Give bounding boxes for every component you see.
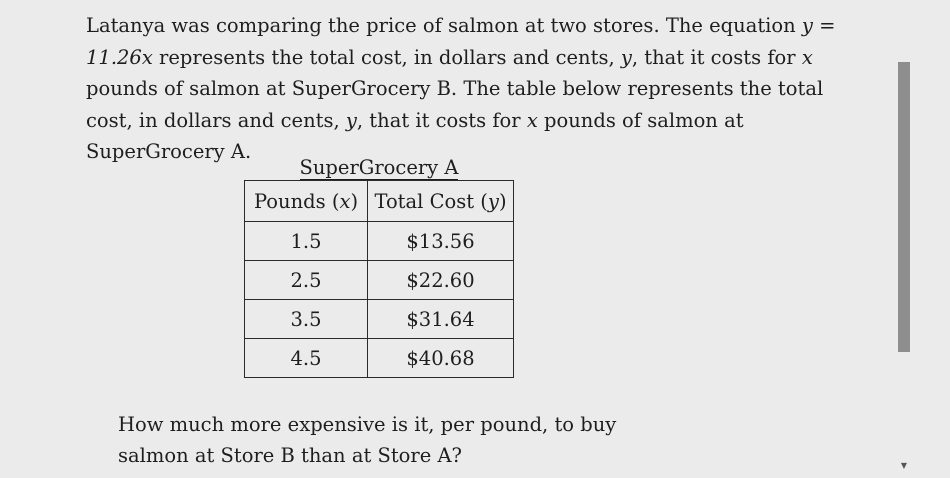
variable-x: x — [801, 45, 813, 69]
question: How much more expensive is it, per pound, to buy salmon at Store B than at Store A? — [118, 413, 617, 467]
problem-text-part: pounds of salmon at SuperGrocery B. The table below represents the total cost, in dollars and cents, — [86, 77, 824, 132]
cell-cost: $22.60 — [368, 261, 514, 300]
cell-pounds: 1.5 — [245, 222, 368, 261]
table-title-text: SuperGrocery A — [299, 156, 459, 179]
table-row — [245, 339, 514, 378]
problem-text-part: Latanya was comparing the price of salmon at two stores. The equation — [86, 14, 802, 37]
cell-pounds: 4.5 — [245, 339, 368, 378]
table-title — [244, 156, 514, 180]
problem-text-part: , that it costs for — [631, 45, 802, 69]
cell-cost: $13.56 — [368, 222, 514, 261]
cell-pounds: 3.5 — [245, 300, 368, 339]
table-row — [245, 300, 514, 339]
table-row — [245, 261, 514, 300]
variable-x: x — [526, 108, 538, 132]
header-pounds: Pounds (x) — [245, 181, 368, 222]
table-header-row — [245, 181, 514, 222]
scrollbar-thumb[interactable] — [898, 62, 910, 352]
variable-y: y — [345, 108, 357, 132]
cell-pounds: 2.5 — [245, 261, 368, 300]
problem-statement — [86, 10, 846, 168]
problem-text-part: represents the total cost, in dollars and cents, — [152, 45, 621, 69]
cell-cost: $40.68 — [368, 339, 514, 378]
problem-text-part: , that it costs for — [356, 108, 527, 132]
problem-text-part: pounds of salmon at SuperGrocery A. — [86, 108, 744, 163]
price-table — [244, 180, 514, 378]
chevron-down-icon[interactable]: ▼ — [900, 461, 908, 470]
cell-cost: $31.64 — [368, 300, 514, 339]
equation: y = 11.26x — [86, 14, 836, 69]
variable-y: y — [620, 45, 632, 69]
header-total-cost: Total Cost (y) — [368, 181, 514, 222]
table-row — [245, 222, 514, 261]
